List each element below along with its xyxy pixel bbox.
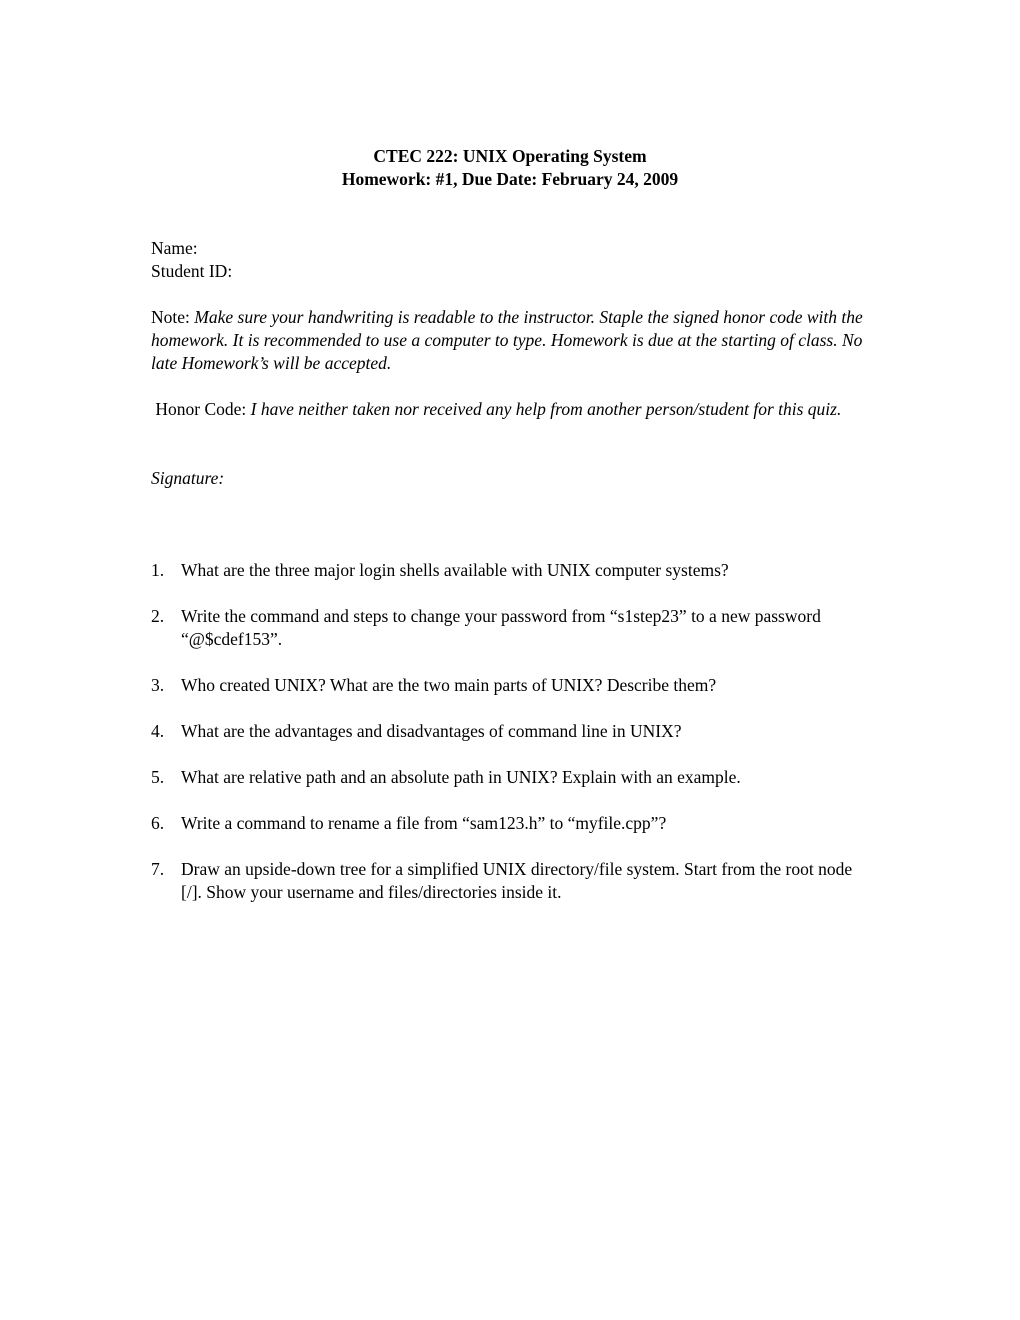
question-text: Who created UNIX? What are the two main parts of UNIX? Describe them? [181,675,717,695]
question-item [151,858,873,904]
question-item [151,812,873,835]
question-number: 4. [151,721,165,741]
question-item [151,720,873,743]
question-item [151,559,873,582]
course-title: CTEC 222: UNIX Operating System [373,146,647,166]
question-item [151,674,873,697]
note-label: Note: [151,307,195,327]
honor-code-paragraph [151,398,873,421]
question-number: 7. [151,859,165,879]
document-header [0,145,1020,191]
question-number: 2. [151,606,165,626]
student-fields [151,237,232,283]
question-number: 5. [151,767,165,787]
student-id-label: Student ID: [151,261,233,281]
question-number: 6. [151,813,165,833]
question-item [151,605,873,651]
note-text: Make sure your handwriting is readable to the instructor. Staple the signed honor code with the homework. It is recommended to use a computer to type. Homework is due at the starting of class. No late Homework’s will be accepted. [151,307,863,373]
signature-label: Signature: [151,468,225,488]
name-label: Name: [151,238,198,258]
question-text: What are the advantages and disadvantages of command line in UNIX? [181,721,682,741]
question-list [151,559,873,927]
question-item [151,766,873,789]
note-paragraph [151,306,873,375]
question-number: 1. [151,560,165,580]
question-text: Write a command to rename a file from “sam123.h” to “myfile.cpp”? [181,813,667,833]
question-number: 3. [151,675,165,695]
question-text: Write the command and steps to change your password from “s1step23” to a new password “@$cdef153”. [181,606,821,649]
honor-code-label: Honor Code: [151,399,251,419]
question-text: What are the three major login shells available with UNIX computer systems? [181,560,729,580]
question-text: What are relative path and an absolute path in UNIX? Explain with an example. [181,767,741,787]
honor-code-text: I have neither taken nor received any help from another person/student for this quiz. [250,399,842,419]
question-text: Draw an upside-down tree for a simplified UNIX directory/file system. Start from the root node [/]. Show your username and files/directories inside it. [181,859,853,902]
homework-due-line: Homework: #1, Due Date: February 24, 2009 [341,169,679,189]
